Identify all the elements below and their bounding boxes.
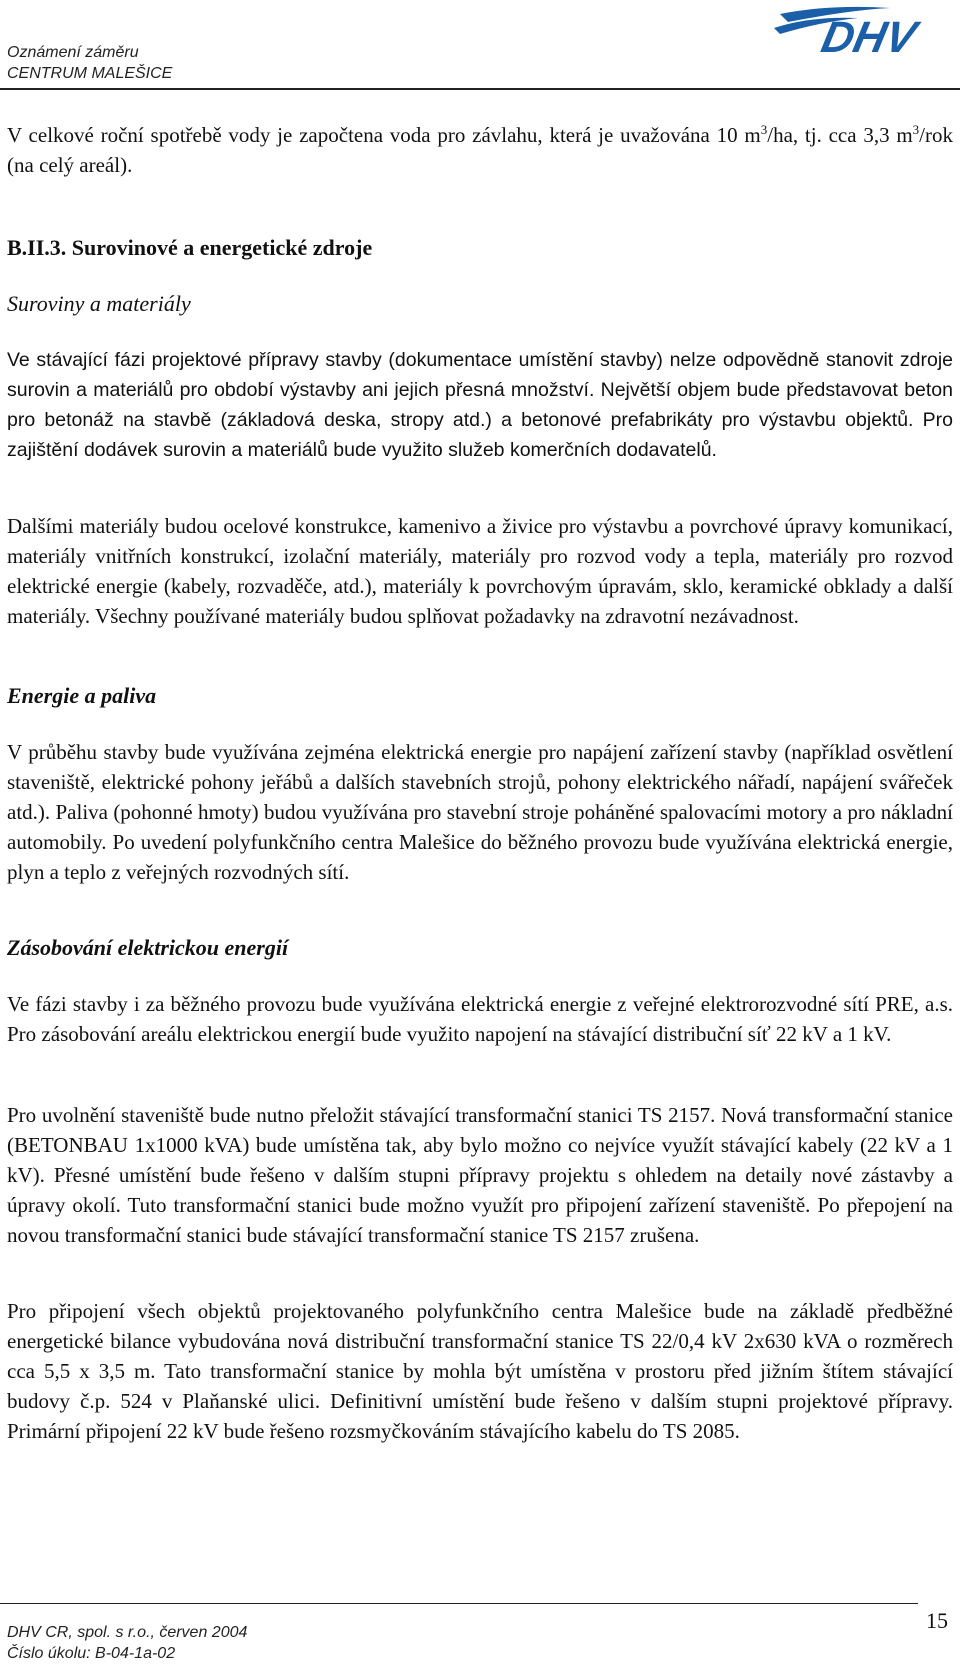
dhv-logo-icon: [770, 2, 950, 62]
subheading-suroviny: Suroviny a materiály: [7, 291, 191, 316]
zasobovani-paragraph-2: Pro uvolnění staveniště bude nutno přeložit stávající transformační stanici TS 2157. Nová transformační stanice (BETONBAU 1x1000 kVA) bude umístěna tak, aby bylo možno co nejvíce využít stávající kabely (22 kV a 1 kV). Přesné umístění bude řešeno v dalším stupni přípravy projektu s ohledem na detaily nové zástavby a úpravy okolí. Tuto transformační stanici bude možno využít pro připojení zařízení staveniště. Po přepojení na novou transformační stanici bude stávající transformační stanice TS 2157 zrušena.: [7, 1103, 953, 1247]
header-divider: [0, 88, 960, 90]
energie-paragraph-1: V průběhu stavby bude využívána zejména elektrická energie pro napájení zařízení stavby (například osvětlení staveniště, elektrické pohony jeřábů a dalších stavebních strojů, pohony elektrického nářadí, napájení svářeček atd.). Paliva (pohonné hmoty) budou využívána pro stavební stroje poháněné spalovacími motory a pro nákladní automobily. Po uvedení polyfunkčního centra Malešice do běžného provozu bude využívána elektrická energie, plyn a teplo z veřejných rozvodných sítí.: [7, 740, 953, 884]
page-header: [0, 0, 960, 92]
zasobovani-paragraph-1: Ve fázi stavby i za běžného provozu bude využívána elektrická energie z veřejné elektrorozvodné sítí PRE, a.s. Pro zásobování areálu elektrickou energií bude využito napojení na stávající distribuční síť 22 kV a 1 kV.: [7, 992, 953, 1046]
suroviny-paragraph-2: Dalšími materiály budou ocelové konstrukce, kamenivo a živice pro výstavbu a povrchové úpravy komunikací, materiály vnitřních konstrukcí, izolační materiály, materiály pro rozvod vody a tepla, materiály pro rozvod elektrické energie (kabely, rozvaděče, atd.), materiály k povrchovým úpravám, sklo, keramické obklady a další materiály. Všechny používané materiály budou splňovat požadavky na zdravotní nezávadnost.: [7, 514, 953, 628]
page-number: 15: [926, 1608, 948, 1633]
suroviny-paragraph-1: Ve stávající fázi projektové přípravy stavby (dokumentace umístění stavby) nelze odpovědně stanovit zdroje surovin a materiálů pro období výstavby ani jejich přesná množství. Největší objem bude představovat beton pro betonáž na stavbě (základová deska, stropy atd.) a betonové prefabrikáty pro výstavbu objektů. Pro zajištění dodávek surovin a materiálů bude využito služeb komerčních dodavatelů.: [7, 349, 953, 461]
footer-divider: [0, 1603, 918, 1604]
header-document-label: [7, 42, 172, 84]
header-line-1: Oznámení záměru: [7, 44, 139, 61]
footer-line-2: Číslo úkolu: B-04-1a-02: [7, 1645, 176, 1662]
header-line-2: CENTRUM MALEŠICE: [7, 65, 173, 82]
subheading-zasobovani: Zásobování elektrickou energií: [7, 935, 289, 960]
subheading-energie: Energie a paliva: [7, 683, 157, 708]
footer-line-1: DHV CR, spol. s r.o., červen 2004: [7, 1624, 248, 1641]
section-title: B.II.3. Surovinové a energetické zdroje: [7, 235, 373, 260]
page-footer: [7, 1622, 247, 1664]
intro-paragraph: V celkové roční spotřebě vody je započtena voda pro závlahu, která je uvažována 10 $m^3/ha$, tj. cca 3,3 $m^3$/rok (na celý areál).: [7, 122, 953, 177]
logo-text: DHV: [817, 13, 921, 62]
zasobovani-paragraph-3: Pro připojení všech objektů projektovaného polyfunkčního centra Malešice bude na základě předběžné energetické bilance vybudována nová distribuční transformační stanice TS 22/0,4 kV 2x630 kVA o rozměrech cca 5,5 x 3,5 m. Tato transformační stanice by mohla být umístěna v prostoru před jižním štítem stávající budovy č.p. 524 v Plaňanské ulici. Definitivní umístění bude řešeno v dalším stupni projektové přípravy. Primární připojení 22 kV bude řešeno rozsmyčkováním stávajícího kabelu do TS 2085.: [7, 1299, 953, 1443]
